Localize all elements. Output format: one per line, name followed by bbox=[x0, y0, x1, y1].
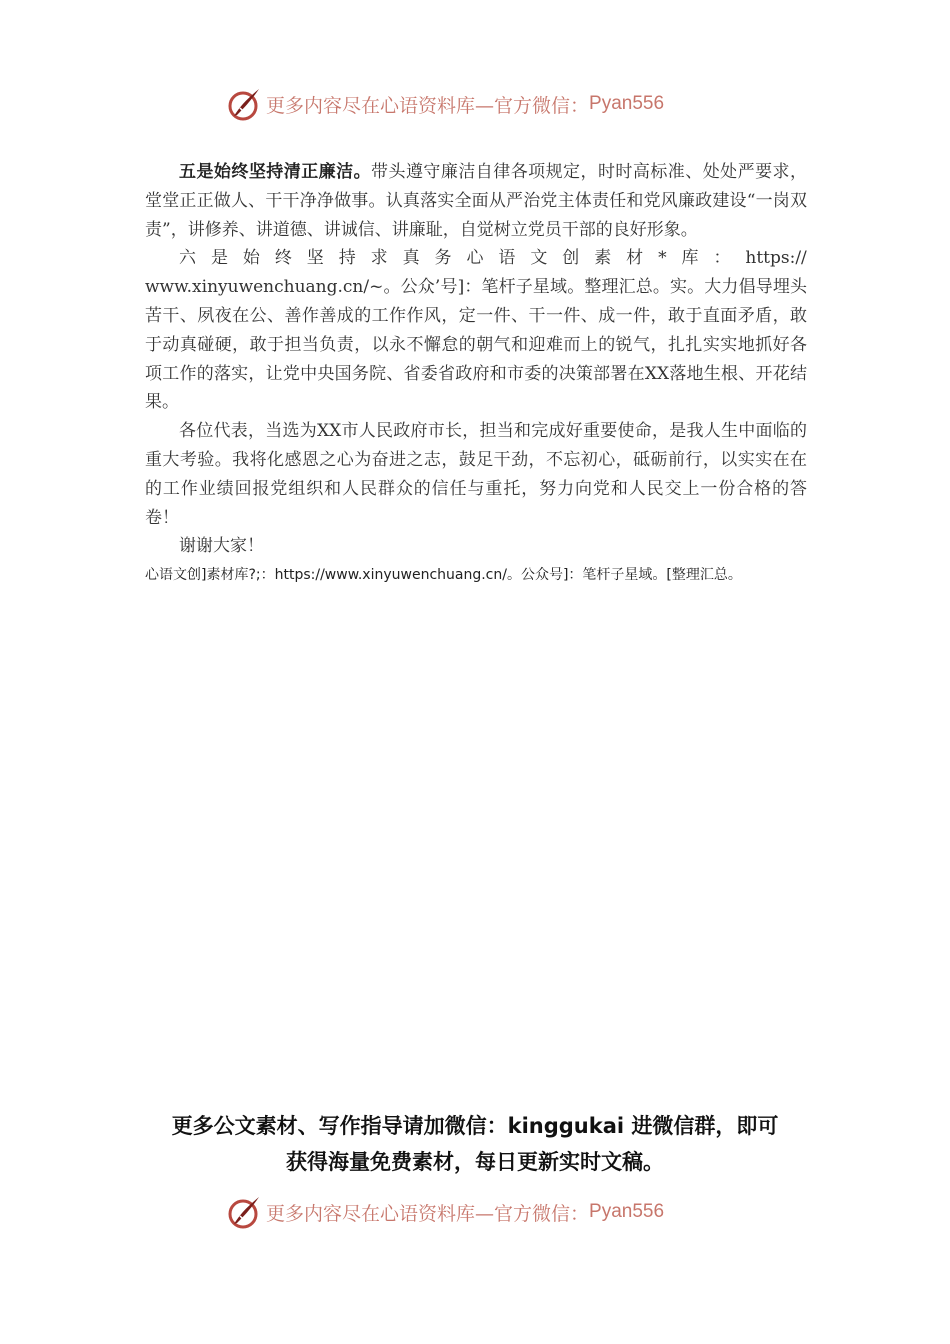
spread-char: 创 bbox=[562, 248, 580, 269]
footer-banner bbox=[226, 1192, 726, 1232]
spread-char: https:// bbox=[745, 248, 807, 269]
spread-char: 坚 bbox=[306, 248, 324, 269]
spread-char: 心 bbox=[466, 248, 484, 269]
spread-char: 始 bbox=[242, 248, 260, 269]
document-body bbox=[145, 158, 807, 587]
paragraph-7: 各位代表，当选为XX市人民政府市长，担当和完成好重要使命，是我人生中面临的重大考验。我将化感恩之心为奋进之志，鼓足干劲，不忘初心，砥砺前行，以实实在在的工作业绩回报党组织和人民群众的信任与重托，努力向党和人民交上一份合格的答卷！ bbox=[145, 421, 807, 528]
spread-char: 六 bbox=[179, 248, 196, 269]
spread-char: 语 bbox=[498, 248, 516, 269]
header-wechat-id: Pyan556 bbox=[589, 93, 665, 114]
source-note: 心语文创]素材库?;：https://www.xinyuwenchuang.cn/。公众号]：笔杆子星域。[整理汇总。 bbox=[145, 567, 742, 584]
spread-char: 真 bbox=[402, 248, 420, 269]
footer-wechat-id: Pyan556 bbox=[589, 1201, 665, 1222]
promo-block bbox=[120, 1108, 830, 1180]
paragraph-6-first-line bbox=[145, 244, 807, 273]
spread-char: 材 bbox=[626, 248, 644, 269]
paragraph-6-text: www.xinyuwenchuang.cn/~。公众’号]：笔杆子星域。整理汇总。实。大力倡导埋头苦干、夙夜在公、善作善成的工作作风，定一件、干一件、成一件，敢于直面矛盾，敢于动真碰硬，敢于担当负责，以永不懈怠的朝气和迎难而上的锐气，扎扎实实地抓好各项工作的落实，让党中央国务院、省委省政府和市委的决策部署在XX落地生根、开花结果。 bbox=[145, 277, 807, 413]
quill-logo-icon bbox=[226, 1194, 262, 1230]
quill-logo-icon bbox=[226, 86, 262, 122]
spread-char: 终 bbox=[274, 248, 292, 269]
header-banner bbox=[226, 84, 726, 124]
promo-line-1: 更多公文素材、写作指导请加微信：kinggukai 进微信群，即可 bbox=[171, 1114, 779, 1138]
promo-line-2: 获得海量免费素材，每日更新实时文稿。 bbox=[286, 1150, 664, 1174]
footer-banner-text: 更多内容尽在心语资料库—官方微信： bbox=[266, 1202, 590, 1225]
spread-char: 库 bbox=[681, 248, 699, 269]
paragraph-5-text: 带头遵守廉洁自律各项规定，时时高标准、处处严要求，堂堂正正做人、干干净净做事。认真落实全面从严治党主体责任和党风廉政建设“一岗双责”，讲修养、讲道德、讲诚信、讲廉耻，自觉树立党员干部的良好形象。 bbox=[145, 162, 808, 240]
paragraph-5 bbox=[145, 158, 807, 244]
paragraph-thanks: 谢谢大家！ bbox=[179, 536, 264, 557]
spread-char: 务 bbox=[434, 248, 452, 269]
spread-char: 文 bbox=[530, 248, 548, 269]
spread-char: * bbox=[658, 248, 667, 269]
spread-char: 求 bbox=[370, 248, 388, 269]
paragraph-5-lead: 五是始终坚持清正廉洁。 bbox=[179, 162, 372, 182]
spread-char: 持 bbox=[338, 248, 356, 269]
spread-char: ： bbox=[713, 248, 731, 269]
header-banner-text: 更多内容尽在心语资料库—官方微信： bbox=[266, 94, 590, 117]
spread-char: 素 bbox=[594, 248, 612, 269]
spread-char: 是 bbox=[210, 248, 228, 269]
